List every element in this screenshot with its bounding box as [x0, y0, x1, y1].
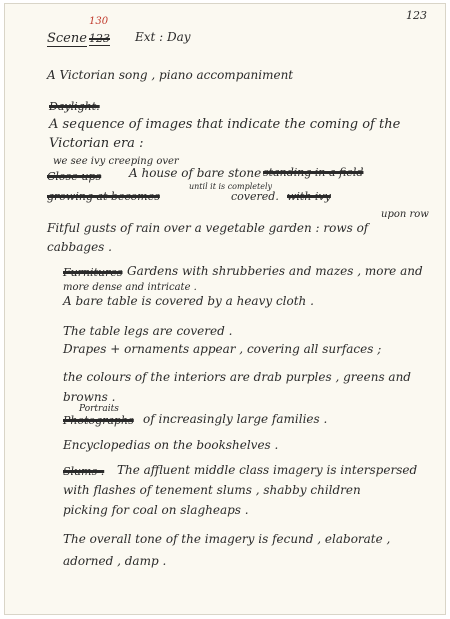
sequence-line-2: Victorian era : — [49, 136, 144, 151]
ivy-line: we see ivy creeping over — [53, 156, 179, 167]
struck-growing: growing at becomes — [47, 190, 160, 203]
struck-slums: Slums . — [63, 465, 105, 478]
music-line: A Victorian song , piano accompaniment — [47, 68, 294, 82]
scene-label: Scene — [47, 31, 87, 46]
house-line: A house of bare stone — [129, 166, 262, 180]
scene-number-original: 123 — [89, 32, 110, 45]
tone-line-1: The overall tone of the imagery is fecund , elaborate , — [63, 532, 391, 546]
struck-furnitures: Furnitures — [63, 266, 123, 279]
struck-closeups: Close-ups — [47, 170, 102, 183]
table-line: A bare table is covered by a heavy cloth . — [63, 294, 314, 308]
struck-daylight: Daylight. — [49, 100, 100, 113]
rain-line-2: cabbages . — [47, 240, 112, 254]
until-line: until it is completely — [189, 182, 273, 191]
gardens-line-2: more dense and intricate . — [63, 282, 197, 293]
rain-line-1: Fitful gusts of rain over a vegetable garden : rows of — [47, 221, 369, 235]
struck-photographs: Photographs — [63, 414, 134, 427]
rain-insert: upon row — [381, 209, 429, 220]
photos-line: of increasingly large families . — [143, 412, 328, 426]
manuscript-page — [4, 3, 446, 615]
table-legs-line: The table legs are covered . — [63, 324, 233, 338]
tone-line-2: adorned , damp . — [63, 554, 167, 568]
struck-ivy: with ivy — [287, 190, 331, 203]
page-number: 123 — [406, 9, 427, 22]
scene-number-revised: 130 — [89, 16, 109, 27]
sequence-line-1: A sequence of images that indicate the coming of the — [49, 117, 401, 132]
portraits-insert: Portraits — [79, 404, 119, 414]
covered-word: covered. — [231, 190, 279, 203]
affluent-line-3: picking for coal on slagheaps . — [63, 503, 249, 517]
colours-line-2: browns . — [63, 390, 116, 404]
affluent-line-1: The affluent middle class imagery is interspersed — [117, 463, 418, 477]
colours-line-1: the colours of the interiors are drab purples , greens and — [63, 370, 411, 384]
drapes-line: Drapes + ornaments appear , covering all surfaces ; — [63, 342, 382, 356]
encyclopedias-line: Encyclopedias on the bookshelves . — [63, 438, 279, 452]
affluent-line-2: with flashes of tenement slums , shabby children — [63, 483, 361, 497]
gardens-line-1: Gardens with shrubberies and mazes , more and — [127, 264, 423, 278]
struck-field: standing in a field — [263, 166, 364, 179]
scene-location: Ext : Day — [135, 30, 191, 44]
